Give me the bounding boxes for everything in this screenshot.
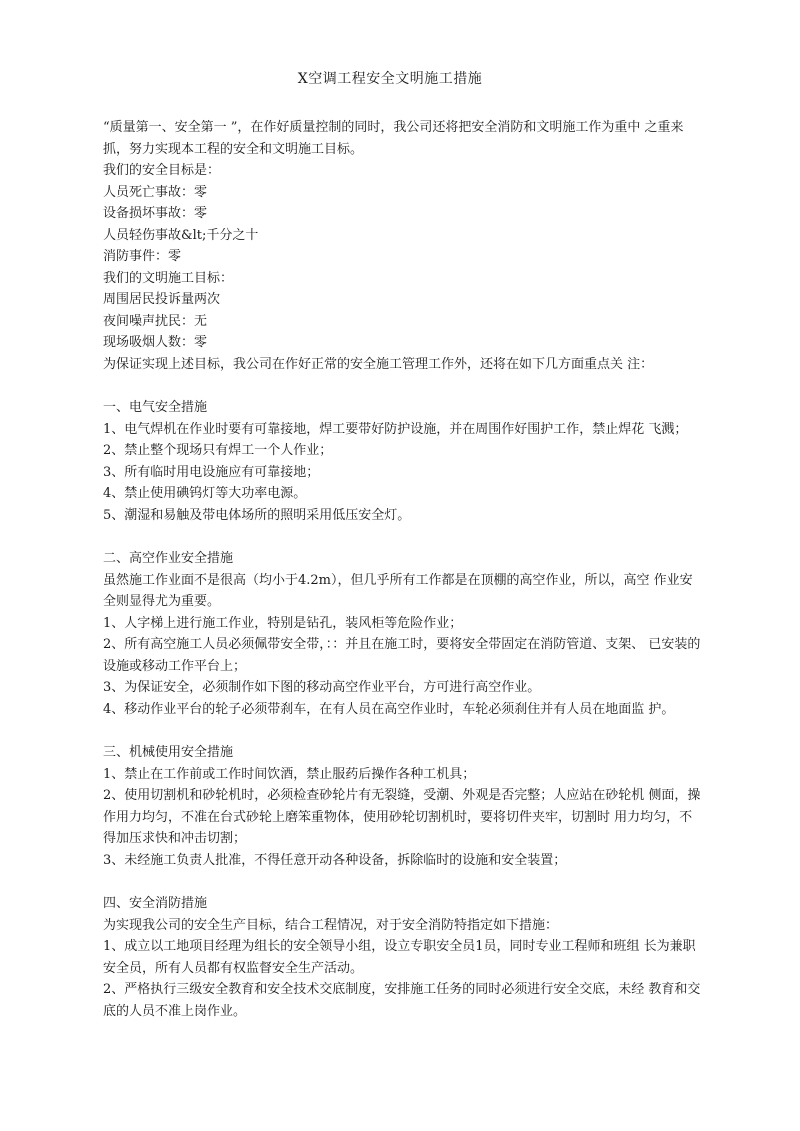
safety-goal-item: 人员死亡事故：零 (103, 184, 208, 200)
section-paragraph: 2、禁止整个现场只有焊工一个人作业； (103, 443, 333, 458)
document-body (103, 117, 703, 1022)
safety-goals-heading: 我们的安全目标是： (103, 163, 221, 178)
civil-goal-item: 夜间噪声扰民：无 (103, 313, 208, 329)
safety-goal-item: 设备损坏事故：零 (103, 206, 208, 221)
section-spacer (103, 526, 703, 548)
section-paragraph: 4、禁止使用碘钨灯等大功率电源。 (103, 486, 307, 501)
focus-statement: 为保证实现上述目标，我公司在作好正常的安全施工管理工作外，还将在如下几方面重点关 注： (103, 356, 654, 372)
section-heading-fire-safety: 四、安全消防措施 (103, 896, 208, 911)
civil-goal-item: 现场吸烟人数：零 (103, 335, 208, 350)
section-paragraph: 1、成立以工地项目经理为组长的安全领导小组，设立专职安全员1员，同时专业工程师和班组 长为兼职安全员，所有人员都有权监督安全生产活动。 (103, 939, 696, 976)
section-heading-machinery: 三、机械使用安全措施 (103, 745, 234, 760)
section-paragraph: 1、禁止在工作前或工作时间饮酒，禁止服药后操作各种工机具； (103, 766, 476, 782)
intro-paragraph: “质量第一、安全第一 ”，在作好质量控制的同时，我公司还将把安全消防和文明施工作为重中 之重来抓，努力实现本工程的安全和文明施工目标。 (103, 120, 684, 157)
section-paragraph: 5、潮湿和易触及带电体场所的照明采用低压安全灯。 (103, 507, 411, 523)
section-paragraph: 4、移动作业平台的轮子必须带刹车，在有人员在高空作业时，车轮必须刹住并有人员在地面监 护。 (103, 701, 675, 717)
section-paragraph: 为实现我公司的安全生产目标，结合工程情况，对于安全消防特指定如下措施： (103, 917, 559, 933)
safety-goal-item: 消防事件：零 (103, 249, 182, 264)
safety-goal-item: 人员轻伤事故&lt;千分之十 (103, 227, 259, 243)
section-paragraph: 2、使用切割机和砂轮机时，必须检查砂轮片有无裂缝，受潮、外观是否完整；人应站在砂轮机 侧面，操作用力均匀，不准在台式砂轮上磨笨重物体，使用砂轮切割机时，要将切件夹牢，切割时 用力均匀，不得加压求快和冲击切割； (103, 788, 701, 846)
section-paragraph: 3、所有临时用电设施应有可靠接地； (103, 464, 320, 480)
civil-goal-item: 周围居民投诉量两次 (103, 292, 221, 307)
document-title: X空调工程安全文明施工措施 (297, 71, 483, 87)
section-paragraph: 3、未经施工负责人批准，不得任意开动各种设备，拆除临时的设施和安全装置； (103, 852, 567, 868)
section-spacer (103, 871, 703, 893)
section-heading-high-altitude: 二、高空作业安全措施 (103, 551, 234, 566)
section-paragraph: 1、人字梯上进行施工作业，特别是钻孔，装风柜等危险作业； (103, 615, 463, 631)
section-paragraph: 虽然施工作业面不是很高（均小于4.2m），但几乎所有工作都是在顶棚的高空作业，所以，高空 作业安全则显得尤为重要。 (103, 572, 693, 609)
section-paragraph: 2、所有高空施工人员必须佩带安全带，：：并且在施工时，要将安全带固定在消防管道、支架、 已安装的设施或移动工作平台上； (103, 637, 701, 674)
section-spacer (103, 720, 703, 742)
section-paragraph: 1、电气焊机在作业时要有可靠接地，焊工要带好防护设施，并在周围作好围护工作，禁止焊花 飞溅； (103, 421, 688, 437)
section-paragraph: 2、严格执行三级安全教育和安全技术交底制度，安排施工任务的同时必须进行安全交底，未经 教育和交底的人员不准上岗作业。 (103, 982, 701, 1019)
civil-goals-heading: 我们的文明施工目标： (103, 270, 234, 286)
section-heading-electrical: 一、电气安全措施 (103, 400, 208, 415)
section-paragraph: 3、为保证安全，必须制作如下图的移动高空作业平台，方可进行高空作业。 (103, 680, 541, 695)
section-spacer (103, 375, 703, 397)
